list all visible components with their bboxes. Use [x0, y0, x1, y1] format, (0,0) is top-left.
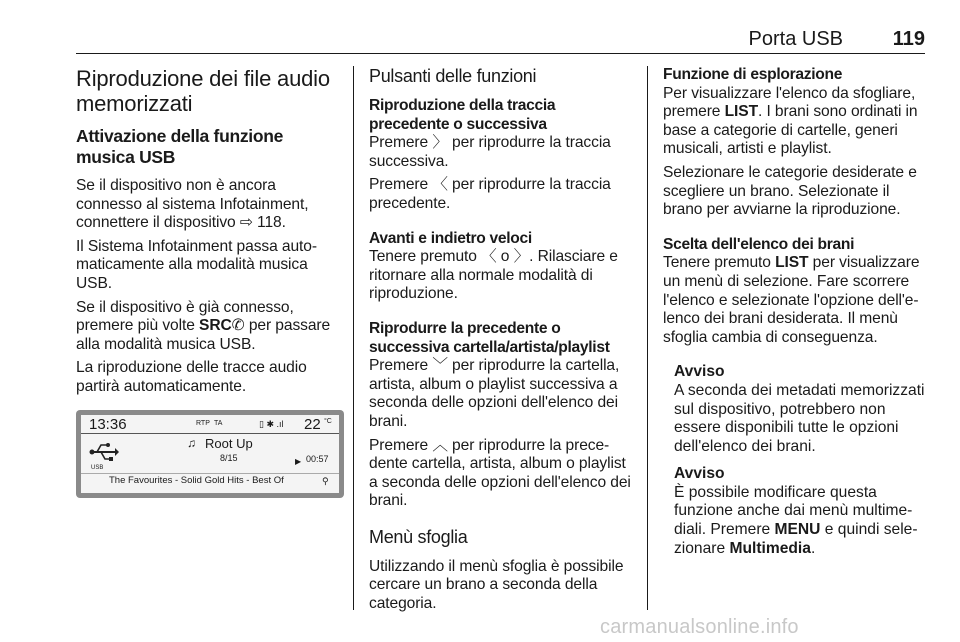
column-divider-1 — [353, 66, 354, 610]
header-divider — [76, 53, 925, 54]
paragraph-list-browse: Per visualizzare l'elenco da sfogliare, premere LIST. I brani sono ordinati in base a categorie di cartelle, generi musicali, artisti e playlist. — [663, 84, 918, 158]
folder-skip-heading: Riprodurre la precedente o successiva cartella/artista/playlist — [369, 319, 610, 356]
display-temperature: 22 — [304, 416, 321, 433]
list-button-label: LIST — [775, 254, 809, 272]
column-divider-2 — [647, 66, 648, 610]
paragraph-auto-switch: Il Sistema Infotainment passa auto-maticamente alla modalità musica USB. — [76, 237, 317, 292]
browse-menu-heading: Menù sfoglia — [369, 526, 468, 547]
chevron-down-icon: ﹀ — [432, 357, 448, 375]
notice-box — [663, 465, 927, 558]
paragraph-track-list: Tenere premuto LIST per visualizzare un menù di selezione. Fare scorrere l'elenco e selezionate l'opzione dell'e-lenco dei brani desiderata. Il menù sfoglia cambia di conseguenza. — [663, 254, 920, 346]
previous-icon: 〈 — [481, 248, 497, 266]
play-icon: ▶ — [295, 457, 302, 466]
fast-forward-heading: Avanti e indietro veloci — [369, 229, 532, 247]
paragraph-prev-track: Premere 〈 per riprodurre la traccia precedente. — [369, 176, 611, 212]
music-note-icon: ♫ — [187, 436, 196, 450]
infotainment-display-image — [76, 410, 344, 498]
display-song-title: Root Up — [205, 436, 253, 451]
src-button-label: SRC — [199, 317, 232, 335]
display-rtp-indicator: RTP — [196, 420, 210, 427]
paragraph-browse-menu: Utilizzando il menù sfoglia è possibile cercare un brano a seconda della categoria. — [369, 557, 624, 613]
notice-text: È possibile modificare questa funzione anche dai menù multime-diali. Premere MENU e quindi sele-zionare Multimedia. — [674, 483, 918, 557]
paragraph-fast-forward: Tenere premuto 〈 o 〉. Rilasciare e ritornare alla normale modalità di riproduzione. — [369, 248, 618, 303]
paragraph-select-category: Selezionare le categorie desiderate e scegliere un brano. Selezionate il brano per avviarne la riproduzione. — [663, 163, 917, 219]
usb-icon — [89, 441, 119, 463]
function-buttons-heading: Pulsanti delle funzioni — [369, 66, 537, 86]
column-3 — [663, 66, 927, 567]
page-number: 119 — [892, 28, 925, 50]
paragraph-next-folder: Premere ﹀ per riprodurre la cartella, artista, album o playlist successiva a seconda delle opzioni dell'elenco dei brani. — [369, 357, 620, 430]
list-button-label: LIST — [724, 103, 758, 121]
display-track-number: 8/15 — [220, 453, 238, 463]
phone-bluetooth-signal-icon: ▯ ✱ .ıl — [259, 419, 284, 429]
browse-function-heading: Funzione di esplorazione — [663, 66, 843, 83]
paragraph-connect: Se il dispositivo non è ancora connesso al sistema Infotainment, connettere il dispositivo ⇨ 118. — [76, 177, 309, 232]
notice-title: Avviso — [674, 363, 725, 381]
notice-title: Avviso — [674, 465, 725, 483]
page-reference[interactable]: 118. — [257, 214, 286, 232]
page-header — [76, 28, 925, 54]
previous-icon: 〈 — [432, 176, 448, 194]
usb-music-heading: Attivazione della funzione musica USB — [76, 126, 284, 167]
section-heading: Riproduzione dei file audio memorizzati — [76, 66, 330, 116]
display-usb-label: USB — [91, 465, 104, 471]
next-icon: 〉 — [513, 248, 530, 266]
phone-handset-icon: ✆ — [231, 317, 245, 335]
paragraph-src: Se il dispositivo è già connesso, premere più volte SRC✆ per passare alla modalità musica USB. — [76, 298, 331, 353]
menu-button-label: MENU — [774, 521, 821, 539]
next-icon: 〉 — [432, 134, 448, 152]
artist-icon: ⚲ — [322, 476, 329, 486]
watermark: carmanualsonline.info — [600, 616, 799, 638]
display-temperature-unit: °C — [324, 418, 332, 425]
chevron-up-icon: ︿ — [432, 436, 448, 454]
cross-reference-arrow-icon: ⇨ — [239, 214, 253, 232]
multimedia-label: Multimedia — [729, 539, 811, 557]
track-skip-heading: Riproduzione della traccia precedente o successiva — [369, 97, 556, 133]
display-album-title: The Favourites - Solid Gold Hits - Best Of — [109, 475, 284, 486]
display-clock: 13:36 — [89, 416, 127, 433]
paragraph-next-track: Premere 〉 per riprodurre la traccia successiva. — [369, 134, 611, 170]
column-2 — [369, 66, 635, 619]
section-title: Porta USB — [748, 28, 843, 50]
column-1 — [76, 66, 342, 402]
display-ta-indicator: TA — [214, 420, 223, 427]
paragraph-prev-folder: Premere ︿ per riprodurre la prece-dente cartella, artista, album o playlist a seconda delle opzioni dell'elenco dei brani. — [369, 436, 631, 510]
notice-text: A seconda dei metadati memorizzati sul dispositivo, potrebbero non essere disponibili tutte le opzioni dell'elenco dei brani. — [674, 381, 925, 455]
track-list-heading: Scelta dell'elenco dei brani — [663, 235, 855, 253]
display-divider — [81, 473, 339, 474]
paragraph-autoplay: La riproduzione delle tracce audio partirà automaticamente. — [76, 359, 307, 395]
display-status-bar — [81, 415, 339, 434]
notice-box — [663, 363, 927, 456]
display-elapsed-time: 00:57 — [306, 454, 329, 464]
display-panel — [81, 415, 339, 493]
